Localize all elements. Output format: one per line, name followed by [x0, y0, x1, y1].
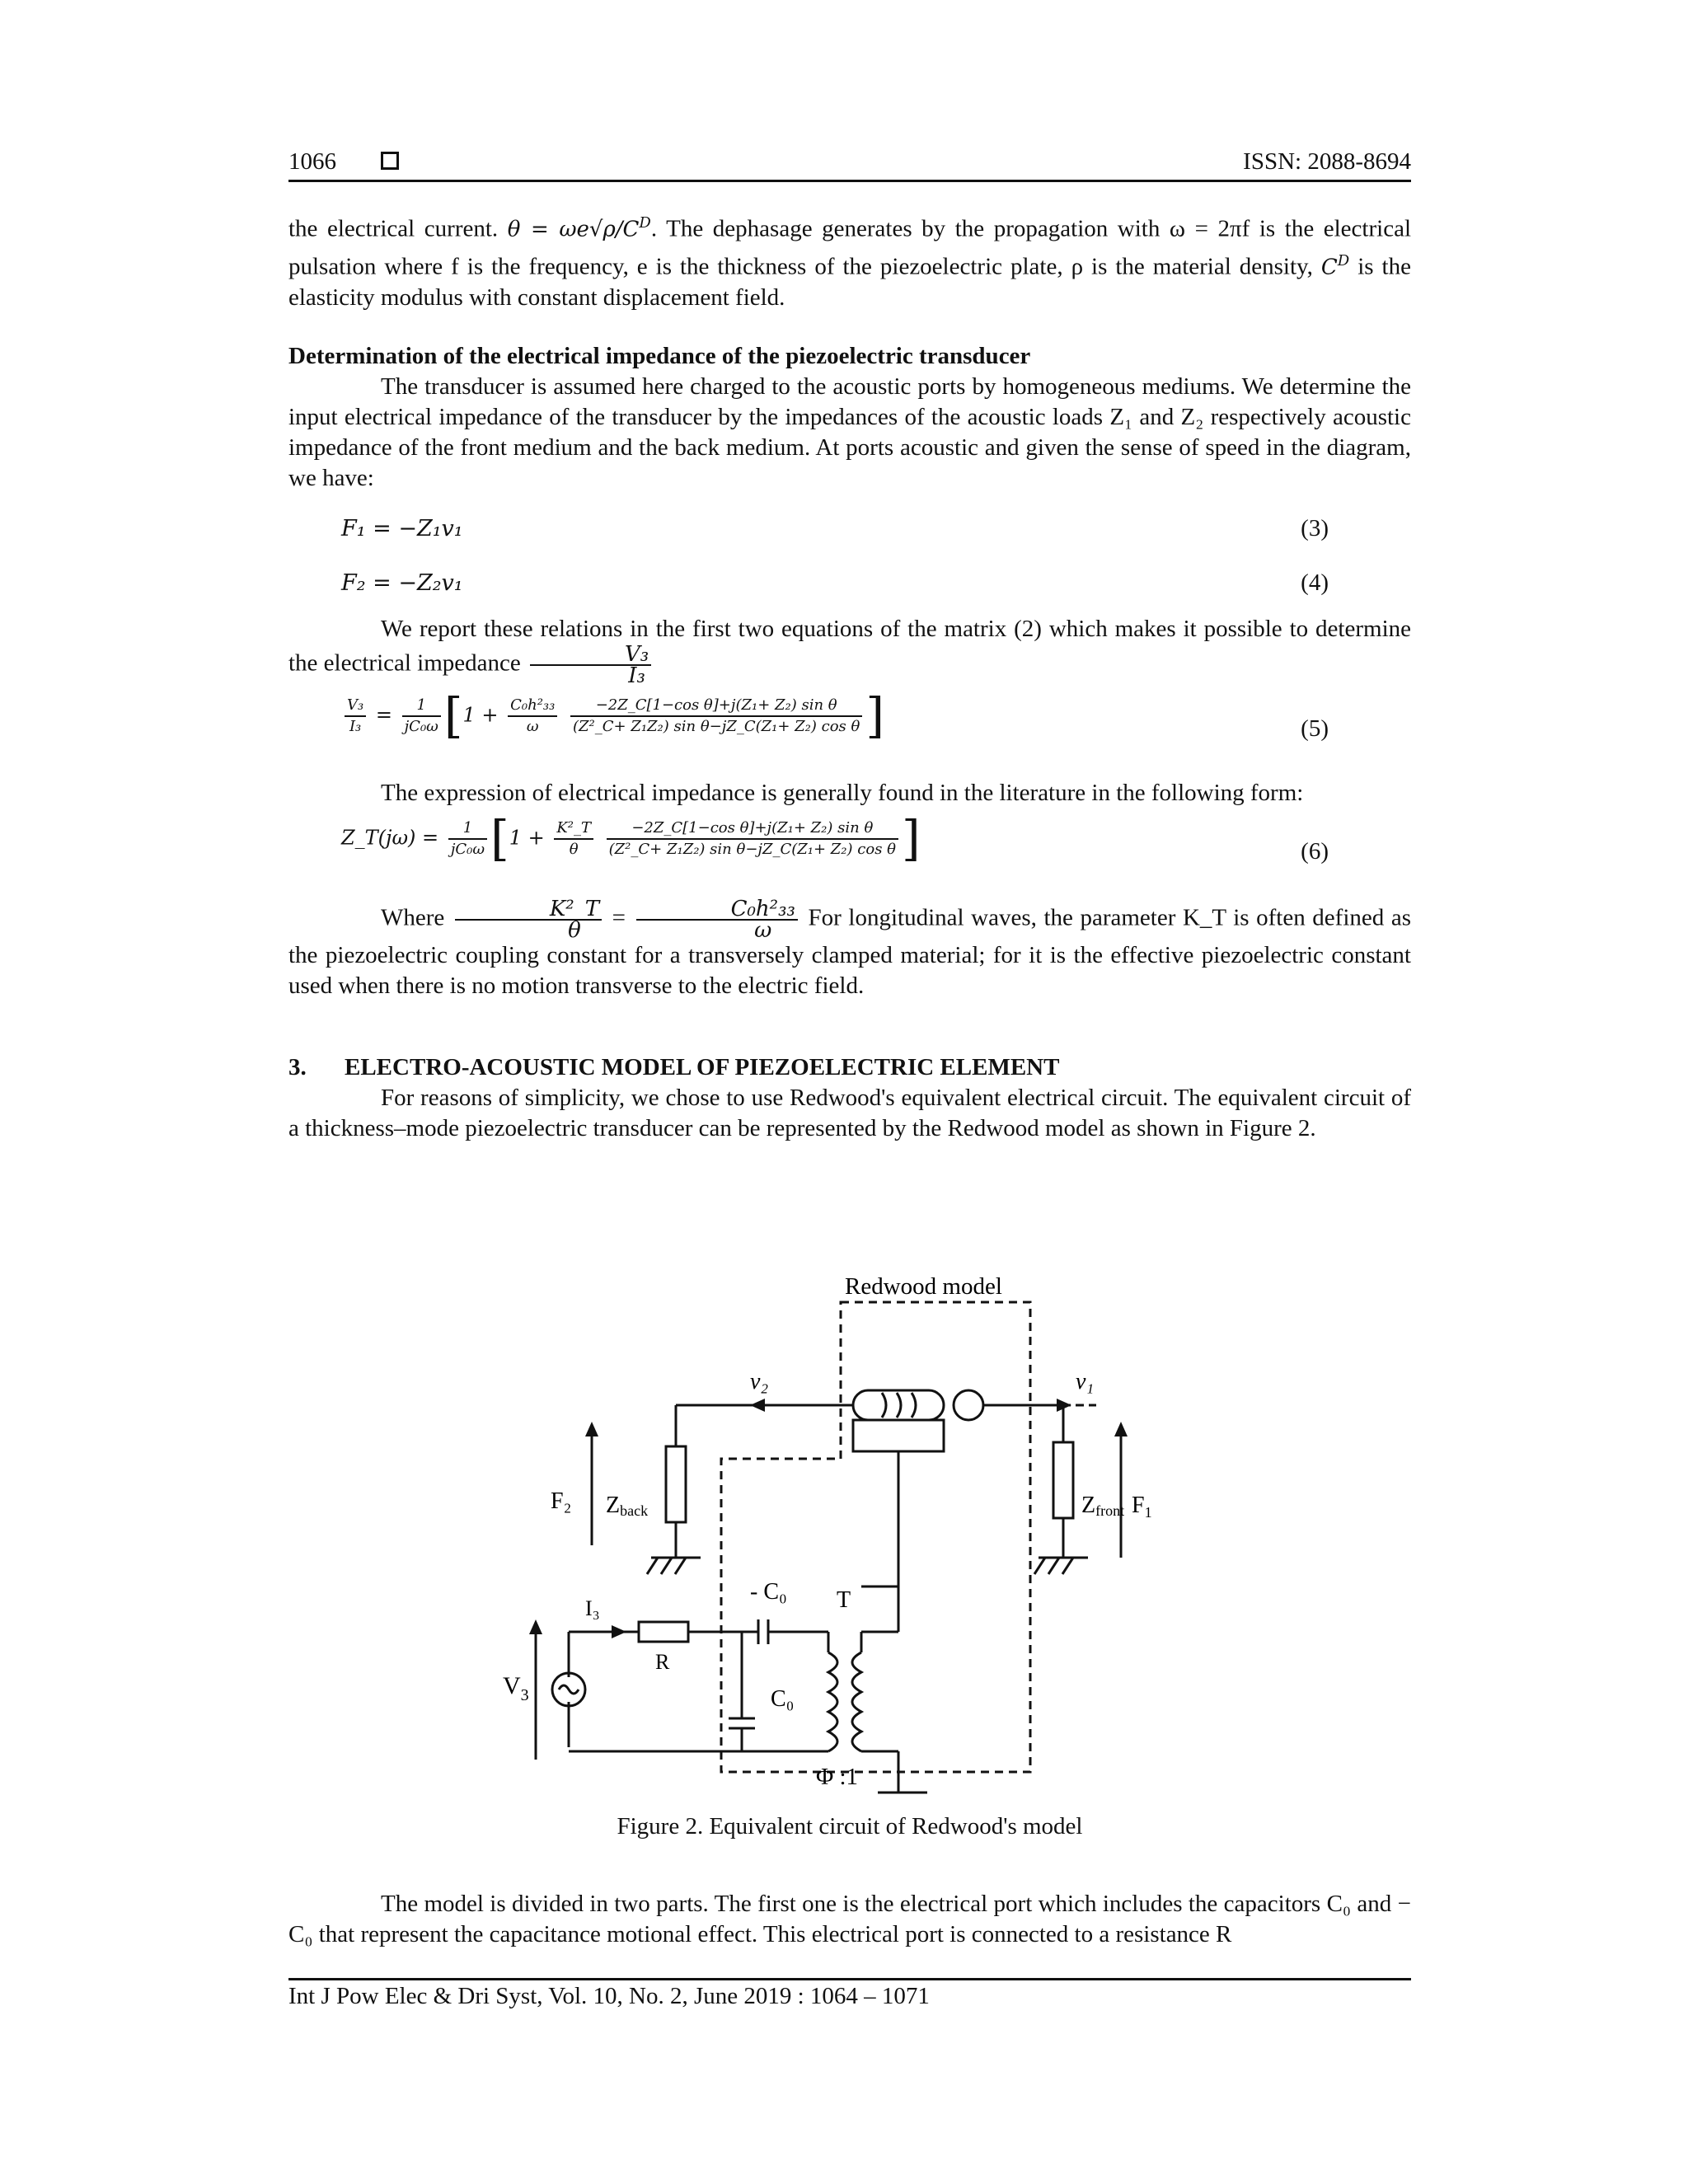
main-text — [288, 208, 1411, 1144]
equation-6: Z_T(jω) = $\frac{1}{\text{jC₀ω}}$ [1 + $\frac{\text{K²\_T}}{\theta}$ $\frac{\text{−2Z\_C[1−cos θ]+j(Z₁+ Z₂) sin θ}}{\text{(Z²\_C+ Z₁Z₂) sin θ−jZ\_C(Z₁+ Z₂) cos θ}}$ ] (6) — [341, 810, 1329, 867]
equation-3: F₁ = −Z₁v₁ (3) — [288, 505, 1411, 560]
paragraph-theta: the electrical current. $\theta = \omega e√\rho/C^D$. The dephasage generates by the propagation with ω = 2πf is the electrical pulsation where f is the frequency, e is the thickness of the piezoelectric plate, ρ is the material density, $C^D$ is the elasticity modulus with constant displacement field. — [288, 214, 1411, 312]
subheading-impedance: Determination of the electrical impedance of the piezoelectric transducer — [288, 343, 1031, 370]
equation-number: (4) — [1301, 569, 1329, 597]
paragraph-model-parts: The model is divided in two parts. The first one is the electrical port which includes the capacitors C₀ and − C₀ that represent the capacitance motional effect. This electrical port is connected to a resistance R — [288, 1891, 1411, 1947]
c0-label: C₀ — [771, 1686, 795, 1712]
zback-label: Zback — [606, 1493, 649, 1519]
f2-label: F₂ — [551, 1488, 572, 1514]
paragraph-report: We report these relations in the first two equations of the matrix (2) which makes it possible to determine the electrical impedance $\frac{\text{V₃}}{\text{I₃}}$ — [288, 616, 1411, 689]
square-bullet-icon — [381, 152, 399, 170]
section-3-heading: 3. ELECTRO-ACOUSTIC MODEL OF PIEZOELECTRIC ELEMENT — [288, 1054, 1060, 1081]
equation-4: F₂ = −Z₂v₁ (4) — [288, 560, 1411, 614]
issn: ISSN: 2088-8694 — [1243, 148, 1411, 175]
header-rule — [288, 180, 1411, 182]
v2-label: v₂ — [750, 1369, 769, 1394]
zfront-label: Zfront — [1081, 1493, 1125, 1519]
i3-label: I₃ — [585, 1596, 600, 1620]
turns-ratio-label: Φ :1 — [816, 1764, 859, 1790]
equation-number: (5) — [1301, 715, 1329, 743]
minus-c0-label: - C₀ — [750, 1579, 787, 1605]
resistor-label: R — [655, 1650, 670, 1674]
transformer-label: T — [837, 1587, 851, 1613]
redwood-circuit-diagram — [503, 1265, 1152, 1793]
theta-expression: θ = ωe√ρ/C — [507, 217, 640, 242]
footer-rule — [288, 1978, 1411, 1980]
impedance-ratio: $\frac{\text{V₃}}{\text{I₃}}$ — [530, 644, 651, 686]
paragraph-redwood: For reasons of simplicity, we chose to use Redwood's equivalent electrical circuit. The equivalent circuit of a thickness–mode piezoelectric transducer can be represented by the Redwood model as shown in Figure 2. — [288, 1085, 1411, 1142]
figure-title: Redwood model — [845, 1273, 1002, 1300]
v1-label: v₁ — [1076, 1369, 1095, 1394]
figure-caption: Figure 2. Equivalent circuit of Redwood's model — [617, 1813, 1083, 1840]
equation-5: $\frac{\text{V₃}}{\text{I₃}}$ = $\frac{1}{\text{jC₀ω}}$ [1 + $\frac{\text{C₀h²₃₃}}{\omega}$ $\frac{\text{−2Z\_C[1−cos θ]+j(Z₁+ Z₂) sin θ}}{\text{(Z²\_C+ Z₁Z₂) sin θ−jZ\_C(Z₁+ Z₂) cos θ}}$ ] (5) — [288, 696, 1411, 770]
footer-citation: Int J Pow Elec & Dri Syst, Vol. 10, No. 2, June 2019 : 1064 – 1071 — [288, 1983, 930, 2009]
equation-number: (6) — [1301, 838, 1329, 865]
closing-text — [288, 1889, 1411, 1950]
running-header — [288, 145, 1411, 181]
f1-label: $F_1$ — [1132, 1493, 1152, 1521]
paragraph-where: Where $\frac{\text{K²\_T}}{\theta}$ = $\frac{\text{C₀h²₃₃}}{\omega}$ For longitudinal waves, the parameter K_T is often defined as the piezoelectric coupling constant for a transversely clamped material; for it is the effective piezoelectric constant used when there is no motion transverse to the electric field. — [288, 897, 1412, 1000]
paragraph-literature: The expression of electrical impedance is generally found in the literature in the following form: — [381, 780, 1304, 807]
paragraph-transducer: The transducer is assumed here charged to the acoustic ports by homogeneous mediums. We determine the input electrical impedance of the transducer by the impedances of the acoustic loads Z₁ and Z₂ respectively acoustic impedance of the front medium and the back medium. At ports acoustic and given the sense of speed in the diagram, we have: — [288, 373, 1411, 492]
equation-number: (3) — [1301, 515, 1329, 542]
page-number: 1066 — [288, 148, 336, 175]
v3-label: $V_3$ — [503, 1672, 529, 1704]
